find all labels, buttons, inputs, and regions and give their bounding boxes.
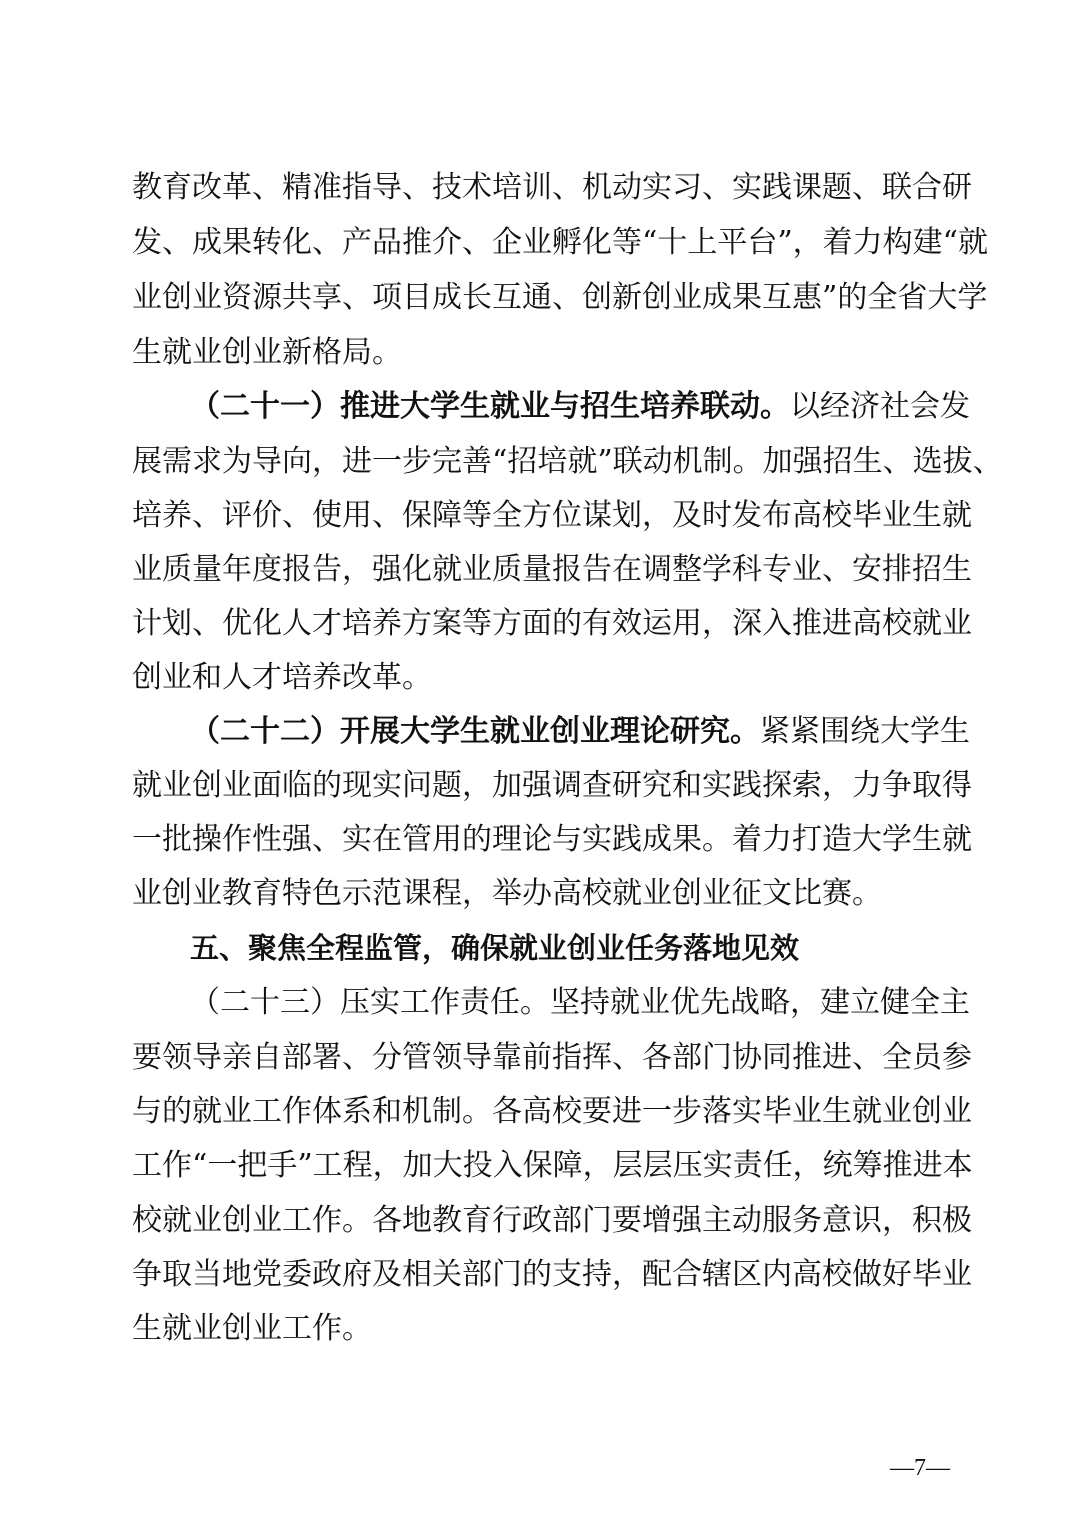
body-line: 创业和人才培养改革。 [132, 660, 432, 695]
paragraph-23-text: 坚持就业优先战略，建立健全主 [550, 985, 970, 1020]
paragraph-22-heading: （二十二）开展大学生就业创业理论研究。 [190, 714, 760, 749]
paragraph-22-first-line [190, 705, 970, 759]
body-line: 发、成果转化、产品推介、企业孵化等“十上平台”，着力构建“就 [132, 225, 989, 260]
body-line: 展需求为导向，进一步完善“招培就”联动机制。加强招生、选拔、 [132, 444, 1003, 479]
body-line: 争取当地党委政府及相关部门的支持，配合辖区内高校做好毕业 [132, 1257, 972, 1292]
body-line: 培养、评价、使用、保障等全方位谋划，及时发布高校毕业生就 [132, 498, 972, 533]
paragraph-23-first-line [190, 976, 970, 1030]
body-line: 校就业创业工作。各地教育行政部门要增强主动服务意识，积极 [132, 1203, 972, 1238]
paragraph-21-text: 以经济社会发 [790, 389, 970, 424]
section-heading: 五、聚焦全程监管，确保就业创业任务落地见效 [190, 931, 800, 965]
body-line: 与的就业工作体系和机制。各高校要进一步落实毕业生就业创业 [132, 1094, 972, 1129]
body-line: 生就业创业新格局。 [132, 335, 402, 370]
body-line: 工作“一把手”工程，加大投入保障，层层压实责任，统筹推进本 [132, 1148, 973, 1183]
body-line: 就业创业面临的现实问题，加强调查研究和实践探索，力争取得 [132, 768, 972, 803]
paragraph-22-text: 紧紧围绕大学生 [760, 714, 970, 749]
body-line: 业创业资源共享、项目成长互通、创新创业成果互惠”的全省大学 [132, 280, 988, 315]
paragraph-21-heading: （二十一）推进大学生就业与招生培养联动。 [190, 389, 790, 424]
page-number: —7— [890, 1455, 950, 1481]
body-line: 生就业创业工作。 [132, 1311, 372, 1346]
body-line: 计划、优化人才培养方案等方面的有效运用，深入推进高校就业 [132, 606, 972, 641]
body-line: 教育改革、精准指导、技术培训、机动实习、实践课题、联合研 [132, 170, 972, 205]
body-line: 要领导亲自部署、分管领导靠前指挥、各部门协同推进、全员参 [132, 1040, 972, 1075]
paragraph-21-first-line [190, 380, 970, 434]
body-line: 业质量年度报告，强化就业质量报告在调整学科专业、安排招生 [132, 552, 972, 587]
body-line: 业创业教育特色示范课程，举办高校就业创业征文比赛。 [132, 876, 882, 911]
body-line: 一批操作性强、实在管用的理论与实践成果。着力打造大学生就 [132, 822, 972, 857]
paragraph-23-heading: （二十三）压实工作责任。 [190, 985, 550, 1020]
